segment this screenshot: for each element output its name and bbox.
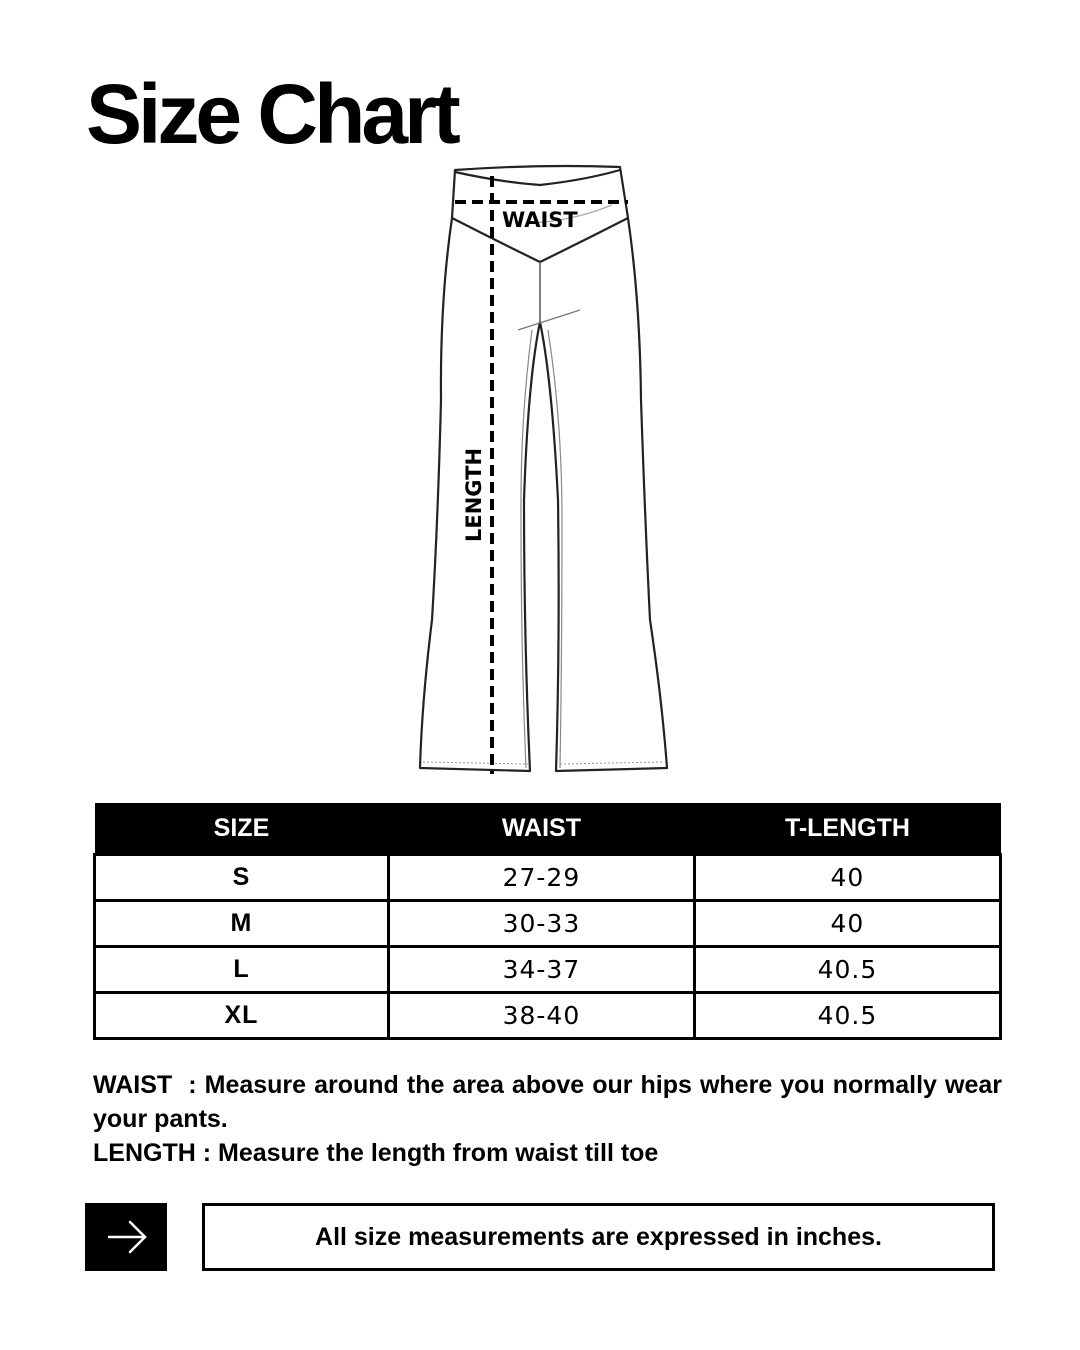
waist-label: WAIST — [502, 208, 578, 232]
size-table — [93, 803, 1002, 1040]
header-waist: WAIST — [388, 803, 694, 855]
table-row — [95, 947, 1001, 993]
length-cell: 40.5 — [694, 947, 1000, 993]
table-row — [95, 901, 1001, 947]
table-row — [95, 993, 1001, 1039]
length-cell: 40.5 — [694, 993, 1000, 1039]
header-length: T-LENGTH — [694, 803, 1000, 855]
units-notice-text: All size measurements are expressed in inches. — [315, 1222, 882, 1251]
size-cell: L — [95, 947, 389, 993]
waist-cell: 34-37 — [388, 947, 694, 993]
size-cell: XL — [95, 993, 389, 1039]
arrow-right-icon — [85, 1203, 167, 1271]
units-notice — [202, 1203, 995, 1271]
waistband-top-curve — [455, 170, 620, 185]
waist-cell: 38-40 — [388, 993, 694, 1039]
length-label: LENGTH — [462, 447, 486, 543]
waist-cell: 30-33 — [388, 901, 694, 947]
length-cell: 40 — [694, 855, 1000, 901]
page-title: Size Chart — [86, 67, 457, 161]
table-row — [95, 855, 1001, 901]
size-cell: M — [95, 901, 389, 947]
size-cell: S — [95, 855, 389, 901]
measurement-notes — [93, 1068, 1009, 1170]
length-cell: 40 — [694, 901, 1000, 947]
waist-note: WAIST : Measure around the area above our hips where you normally wear your pants. — [93, 1071, 1009, 1133]
right-leg-outline — [540, 218, 667, 771]
length-note: LENGTH : Measure the length from waist till toe — [93, 1139, 659, 1167]
table-header — [95, 803, 1001, 855]
header-size: SIZE — [95, 803, 389, 855]
waist-cell: 27-29 — [388, 855, 694, 901]
